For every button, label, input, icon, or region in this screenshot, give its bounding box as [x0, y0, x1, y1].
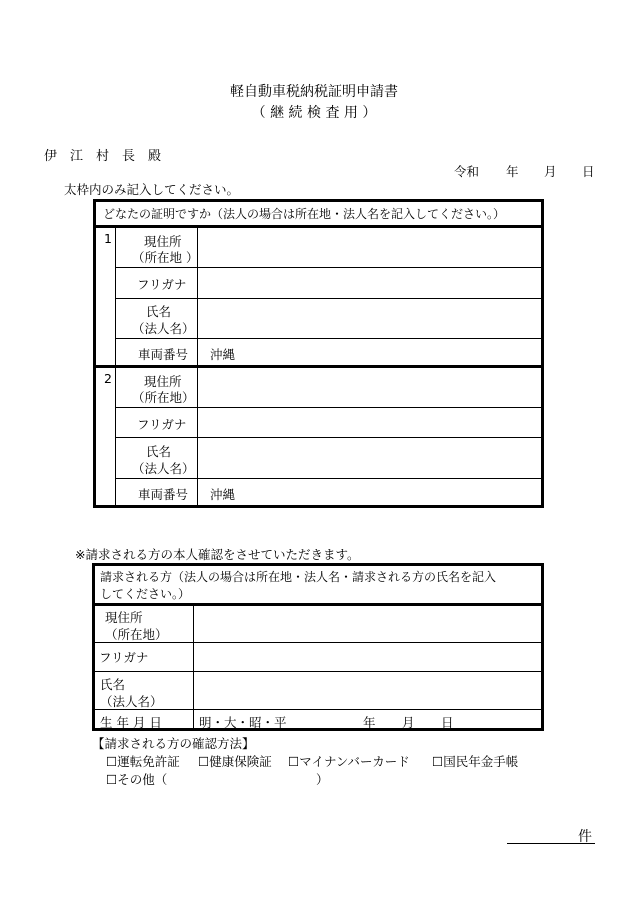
birth-month: 月 — [402, 715, 415, 730]
date-month: 月 — [544, 164, 557, 179]
option-other-close: ） — [316, 772, 329, 787]
divider — [115, 267, 543, 268]
requester-furigana-label: フリガナ — [99, 650, 149, 665]
date-day: 日 — [582, 164, 595, 179]
furigana-label: フリガナ — [137, 417, 187, 432]
entry-number: 2 — [104, 371, 112, 386]
furigana-label: フリガナ — [137, 277, 187, 292]
divider — [93, 603, 543, 606]
birth-era: 明・大・昭・平 — [199, 715, 287, 730]
divider — [193, 605, 194, 729]
option-drivers-license[interactable]: ☐運転免許証 — [106, 754, 180, 769]
divider — [115, 227, 116, 505]
divider — [197, 227, 198, 505]
address-label: 現住所 — [144, 234, 182, 249]
divider — [93, 671, 543, 672]
option-pension-book[interactable]: ☐国民年金手帳 — [432, 754, 519, 769]
divider — [115, 407, 543, 408]
vehicle-value: 沖縄 — [210, 347, 236, 362]
requester-header-line1: 請求される方（法人の場合は所在地・法人名・請求される方の氏名を記入 — [100, 570, 497, 584]
requester-address-label: 現住所 — [105, 610, 143, 625]
name-label: 氏名 — [146, 444, 172, 459]
count-label: 件 — [578, 829, 592, 845]
addressee: 伊 江 村 長 殿 — [44, 149, 162, 164]
requester-name-label-sub: （法人名） — [100, 694, 163, 709]
address-label-sub: （所在地） — [132, 390, 195, 405]
birth-label: 生 年 月 日 — [100, 715, 162, 730]
entry-number: 1 — [104, 231, 112, 246]
requester-name-label: 氏名 — [100, 677, 126, 692]
divider — [115, 338, 543, 339]
instruction: 太枠内のみ記入してください。 — [64, 182, 240, 197]
vehicle-value: 沖縄 — [210, 487, 236, 502]
date-era: 令和 — [454, 164, 480, 179]
divider — [115, 298, 543, 299]
vehicle-label: 車両番号 — [138, 347, 189, 362]
requester-address-label-sub: （所在地） — [105, 627, 168, 642]
subject-header: どなたの証明ですか（法人の場合は所在地・法人名を記入してください。） — [103, 207, 506, 221]
name-label-sub: （法人名） — [132, 461, 195, 476]
option-other[interactable]: ☐その他（ — [106, 772, 168, 787]
page-title: 軽自動車税納税証明申請書 — [230, 84, 398, 100]
name-label-sub: （法人名） — [132, 321, 195, 336]
address-label: 現住所 — [144, 374, 182, 389]
page-subtitle: （ 継 続 検 査 用 ） — [251, 105, 377, 121]
name-label: 氏名 — [146, 304, 172, 319]
vehicle-label: 車両番号 — [138, 487, 189, 502]
divider — [94, 225, 543, 228]
divider — [115, 437, 543, 438]
divider — [94, 365, 543, 368]
birth-day: 日 — [441, 715, 454, 730]
divider — [115, 478, 543, 479]
verification-title: 【請求される方の確認方法】 — [92, 736, 255, 751]
option-mynumber-card[interactable]: ☐マイナンバーカード — [288, 754, 410, 769]
identity-note: ※請求される方の本人確認をさせていただきます。 — [75, 547, 360, 562]
date-year: 年 — [506, 164, 519, 179]
birth-year: 年 — [363, 715, 376, 730]
requester-header-line2: してください。） — [100, 587, 191, 601]
option-health-insurance[interactable]: ☐健康保険証 — [198, 754, 272, 769]
address-label-sub: （所在地 ） — [132, 250, 199, 265]
